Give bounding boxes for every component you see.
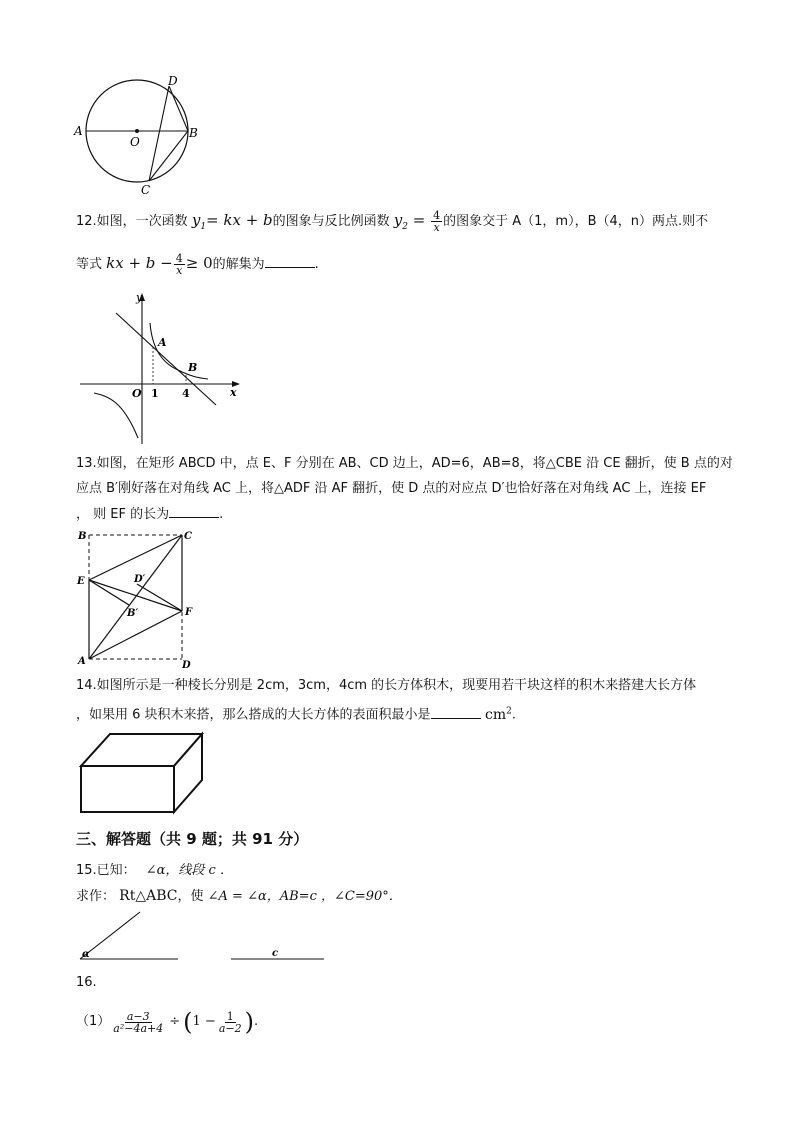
q12-text-2-end: 的解集为 [212,257,265,272]
q15-triangle: Rt△ABC [119,888,178,904]
y1-expression: $y_1=$ kx + b [191,211,273,232]
label-B: B [189,126,198,140]
label-C: C [184,531,192,542]
q12-text-mid: 的图象与反比例函数 [272,214,390,229]
q14-text-2: ，如果用 6 块积木来搭，那么搭成的大长方体的表面积最小是 [76,707,431,723]
q15-given-label: 15.已知： [76,863,136,878]
question-13-line1: 13.如图，在矩形 ABCD 中，点 E、F 分别在 AB、CD 边上，AD=6，AB=8，将△CBE 沿 CE 翻折，使 B 点的对 [76,456,733,471]
q16-period: . [253,1014,259,1029]
question-15-line2 [76,887,402,906]
label-D: D [182,660,191,670]
y2-expression: $y_2$ = [393,211,431,232]
unit-cm: cm [485,706,507,723]
label-E: E [77,576,85,587]
q12-period: . [314,257,319,272]
label-D: D [168,75,178,88]
q12-text-end: 的图象交于 A（1，m），B（4，n）两点.则不 [443,214,709,229]
question-16-part1 [76,1002,258,1042]
question-13-line2: 应点 B′刚好落在对角线 AC 上，将△ADF 沿 AF 翻折，使 D 点的对应点 D′也恰好落在对角线 AC 上，连接 EF [76,481,707,496]
fraction-2: $\frac{1}{a-2}$ [218,1009,242,1035]
q15-construct-label: 求作： [76,889,116,904]
angle-segment-figure [76,906,336,964]
rectangle-figure [74,528,199,670]
section-title: 三、解答题（共 9 题；共 91 分） [76,830,309,848]
divide-sign: ÷ [169,1014,181,1029]
question-12-line1 [76,210,708,236]
one-minus: 1 − [192,1014,216,1029]
label-x: x [230,386,237,399]
y2-fraction: $\frac{4}{x}$ [433,209,441,234]
tick-1: 1 [151,387,159,400]
alpha-label: α [82,949,90,960]
q16-part1-label: （1） [76,1014,111,1029]
answer-blank-14 [431,706,481,719]
inequality-fraction: $\frac{4}{x}$ [175,252,183,277]
close-paren: ) [244,1008,254,1036]
q12-text-2: 等式 [76,257,103,272]
question-14-line2 [76,702,516,725]
label-C: C [141,183,151,197]
answer-blank-12 [265,255,315,268]
unit-sup: 2 [506,706,512,716]
q15-given-items: ∠α，线段 c ． [145,863,233,878]
question-16-label: 16. [76,975,97,990]
label-B: B [188,361,198,374]
q13-period: . [219,507,224,522]
question-14-line1: 14.如图所示是一种棱长分别是 2cm，3cm，4cm 的长方体积木，现要用若干块这样的积木来搭建大长方体 [76,678,697,693]
label-O: O [130,135,140,149]
label-A: A [78,656,86,667]
q12-text: 12.如图，一次函数 [76,214,188,229]
q13-text-3: ， 则 EF 的长为 [76,507,170,522]
label-A: A [158,336,167,349]
c-label: c [272,948,279,959]
fraction-1: $\frac{a-3}{\text{a²−4a+4}}$ [113,1009,164,1035]
question-13-line3 [76,505,223,524]
label-D-prime: D′ [134,574,146,585]
label-y: y [136,291,143,304]
label-F: F [185,607,193,618]
inequality-lhs: kx + b − [106,254,173,272]
question-15-line1 [76,862,233,880]
q15-conditions: ∠A = ∠α，AB=c ，∠C=90°． [207,889,402,904]
function-graph-figure [78,288,248,448]
q14-period: . [511,707,516,723]
inequality-rhs: ≥ 0 [185,254,213,272]
open-paren: ( [183,1008,193,1036]
label-A: A [74,124,83,138]
label-O: O [132,387,142,400]
circle-figure [70,75,200,200]
cuboid-figure [76,728,206,816]
answer-blank-13 [169,505,219,518]
question-12-line2 [76,253,319,276]
q15-text-mid: ，使 [177,889,204,904]
label-B: B [78,531,87,542]
label-B-prime: B′ [127,608,139,619]
tick-4: 4 [182,387,190,400]
